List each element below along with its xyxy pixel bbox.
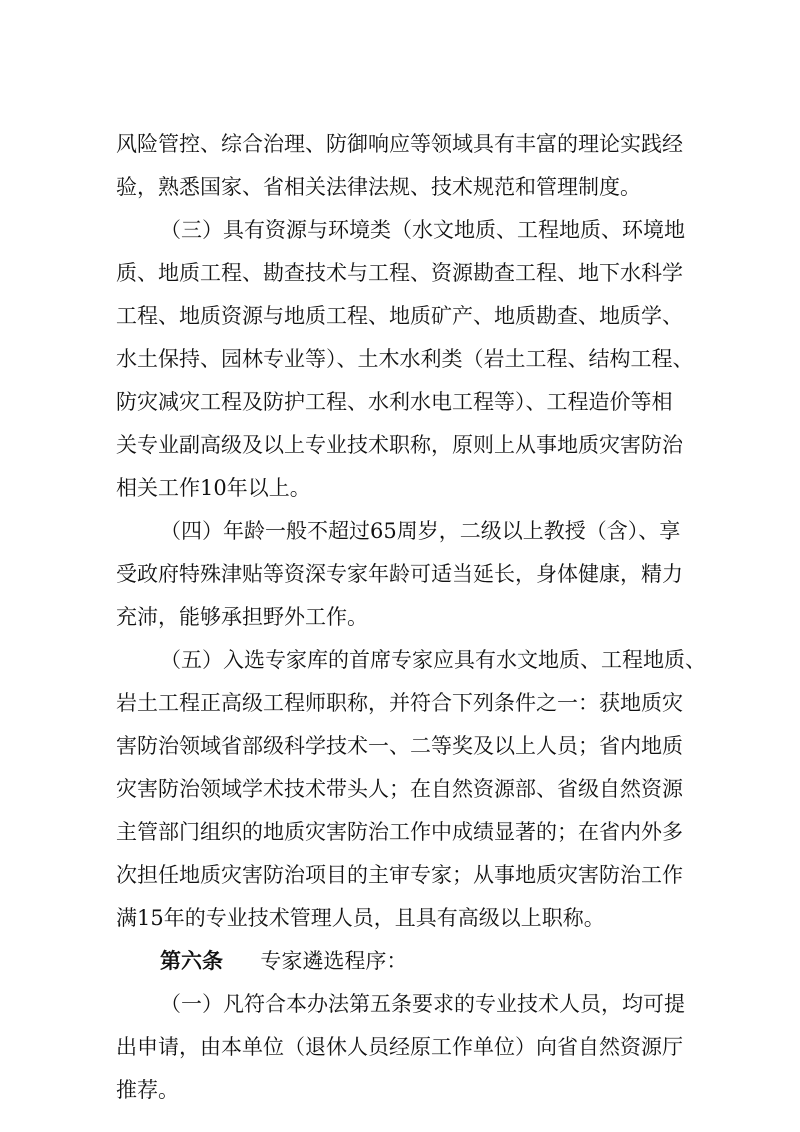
body-line: 工程、地质资源与地质工程、地质矿产、地质勘查、地质学、 — [116, 304, 683, 328]
article-six-heading: 第六条 — [160, 948, 223, 973]
body-line: 质、地质工程、勘查技术与工程、资源勘查工程、地下水科学 — [116, 261, 683, 285]
body-line: 推荐。 — [116, 1078, 179, 1102]
article-six-text: 专家遴选程序： — [260, 949, 408, 973]
paragraph-four-line: （四）年龄一般不超过65周岁，二级以上教授（含）、享 — [160, 519, 681, 543]
body-line: 害防治领域省部级科学技术一、二等奖及以上人员；省内地质 — [116, 734, 683, 758]
body-line: 相关工作10年以上。 — [116, 476, 311, 500]
body-line: 主管部门组织的地质灾害防治工作中成绩显著的；在省内外多 — [116, 820, 683, 844]
body-line: 验，熟悉国家、省相关法律法规、技术规范和管理制度。 — [116, 175, 641, 199]
paragraph-three-line: （三）具有资源与环境类（水文地质、工程地质、环境地 — [160, 218, 685, 242]
paragraph-five-line: （五）入选专家库的首席专家应具有水文地质、工程地质、 — [160, 648, 706, 672]
body-line: 受政府特殊津贴等资深专家年龄可适当延长，身体健康，精力 — [116, 562, 683, 586]
body-line: 灾害防治领域学术技术带头人；在自然资源部、省级自然资源 — [116, 777, 683, 801]
body-line: 岩土工程正高级工程师职称，并符合下列条件之一：获地质灾 — [116, 691, 683, 715]
body-line: 充沛，能够承担野外工作。 — [116, 605, 368, 629]
body-line: 次担任地质灾害防治项目的主审专家；从事地质灾害防治工作 — [116, 863, 683, 887]
body-line: 关专业副高级及以上专业技术职称，原则上从事地质灾害防治 — [116, 433, 683, 457]
body-line: 满15年的专业技术管理人员，且具有高级以上职称。 — [116, 906, 605, 930]
body-line: 出申请，由本单位（退休人员经原工作单位）向省自然资源厅 — [116, 1035, 683, 1059]
article-six-line — [160, 941, 800, 981]
body-line: 防灾减灾工程及防护工程、水利水电工程等）、工程造价等相 — [116, 390, 673, 414]
body-line: 水土保持、园林专业等）、土木水利类（岩土工程、结构工程、 — [116, 347, 694, 371]
paragraph-one-line: （一）凡符合本办法第五条要求的专业技术人员，均可提 — [160, 992, 685, 1016]
body-line: 风险管控、综合治理、防御响应等领域具有丰富的理论实践经 — [116, 132, 683, 156]
